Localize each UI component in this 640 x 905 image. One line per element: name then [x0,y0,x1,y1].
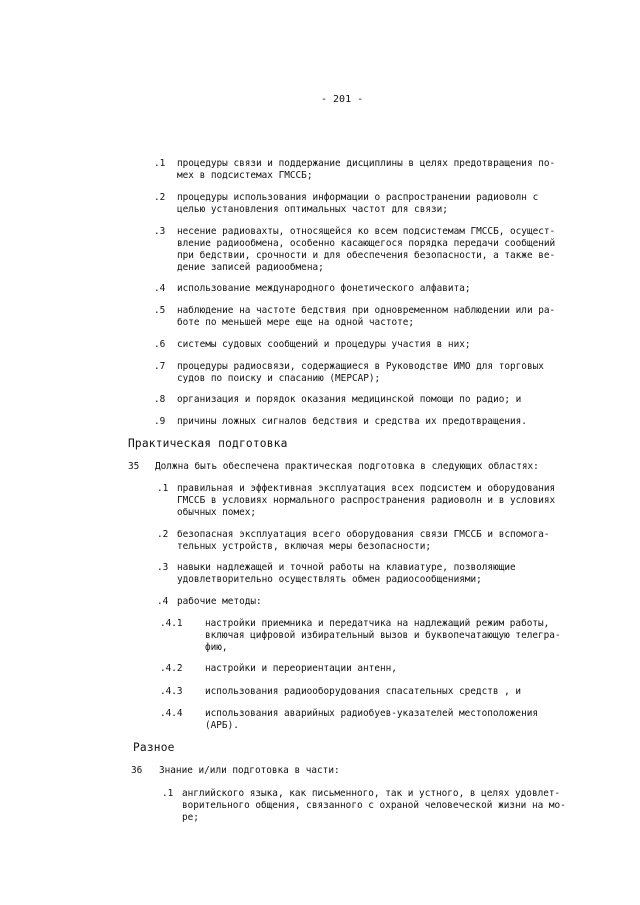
item-number: .3 [157,562,169,573]
item-line: системы судовых сообщений и процедуры участия в них; [177,339,471,350]
paragraph-text: Должна быть обеспечена практическая подготовка в следующих областях: [155,461,539,472]
item-line: обычных помех; [177,507,257,518]
item-line: (АРБ). [205,720,239,731]
item-line: организация и порядок оказания медицинской помощи по радио; и [177,394,522,405]
item-line: правильная и эффективная эксплуатация всех подсистем и оборудования [177,483,556,494]
item-number: .3 [154,226,166,237]
item-number: .6 [154,339,166,350]
item-line: процедуры радиосвязи, содержащиеся в Руководстве ИМО для торговых [177,361,544,372]
page-number: - 201 - [321,94,364,105]
item-number: .4.2 [160,663,183,674]
item-line: боте по меньшей мере еще на одной частоте; [177,317,415,328]
item-line: рабочие методы: [177,596,262,607]
item-number: .1 [154,158,166,169]
item-line: настройки приемника и передатчика на надлежащий режим работы, [205,618,550,629]
section-heading: Практическая подготовка [128,437,288,450]
item-line: использование международного фонетического алфавита; [177,283,471,294]
item-number: .7 [154,361,166,372]
item-line: ворительного общения, связанного с охраной человеческой жизни на мо- [182,800,566,811]
item-number: .1 [157,483,169,494]
item-line: тельных устройств, включая меры безопасности; [177,541,431,552]
item-line: наблюдение на частоте бедствия при одновременном наблюдении или ра- [177,305,556,316]
item-number: .4.3 [160,686,183,697]
item-line: вление радиообмена, особенно касающегося порядка передачи сообщений [177,238,556,249]
item-line: фию, [205,642,228,653]
item-number: .1 [162,788,174,799]
item-number: .8 [154,394,166,405]
item-line: целью установления оптимальных частот для связи; [177,204,448,215]
item-line: процедуры связи и поддержание дисциплины в целях предотвращения по- [177,158,556,169]
item-line: судов по поиску и спасанию (МЕРСАР); [177,373,381,384]
item-line: использования радиооборудования спасательных средств , и [205,686,522,697]
item-line: безопасная эксплуатация всего оборудования связи ГМССБ и вспомога- [177,529,550,540]
item-number: .4.4 [160,708,183,719]
item-line: ГМССБ в условиях нормального распространения радиоволн и в условиях [177,495,556,506]
item-line: настройки и переориентации антенн, [205,663,397,674]
item-line: удовлетворительно осуществлять обмен радиосообщениями; [177,574,482,585]
item-line: дение записей радиообмена; [177,262,324,273]
item-number: .9 [154,416,166,427]
item-number: .4 [154,283,166,294]
item-line: использования аварийных радиобуев-указателей местоположения [205,708,539,719]
paragraph-number: 36 [131,765,143,776]
item-number: .4.1 [160,618,183,629]
item-line: мех в подсистемах ГМССБ; [177,170,313,181]
item-number: .4 [157,596,169,607]
item-line: при бедствии, срочности и для обеспечения безопасности, а также ве- [177,250,556,261]
section-heading: Разное [133,741,175,754]
item-number: .2 [157,529,169,540]
item-line: английского языка, как письменного, так и устного, в целях удовлет- [182,788,561,799]
item-line: включая цифровой избирательный вызов и буквопечатающую телегра- [205,630,561,641]
item-number: .2 [154,192,166,203]
item-line: причины ложных сигналов бедствия и средства их предотвращения. [177,416,527,427]
item-line: несение радиовахты, относящейся ко всем подсистемам ГМССБ, осущест- [177,226,556,237]
paragraph-text: Знание и/или подготовка в части: [159,765,340,776]
item-line: ре; [182,812,199,823]
item-line: процедуры использования информации о распространении радиоволн с [177,192,539,203]
paragraph-number: 35 [128,461,140,472]
item-number: .5 [154,305,166,316]
item-line: навыки надлежащей и точной работы на клавиатуре, позволяющие [177,562,516,573]
